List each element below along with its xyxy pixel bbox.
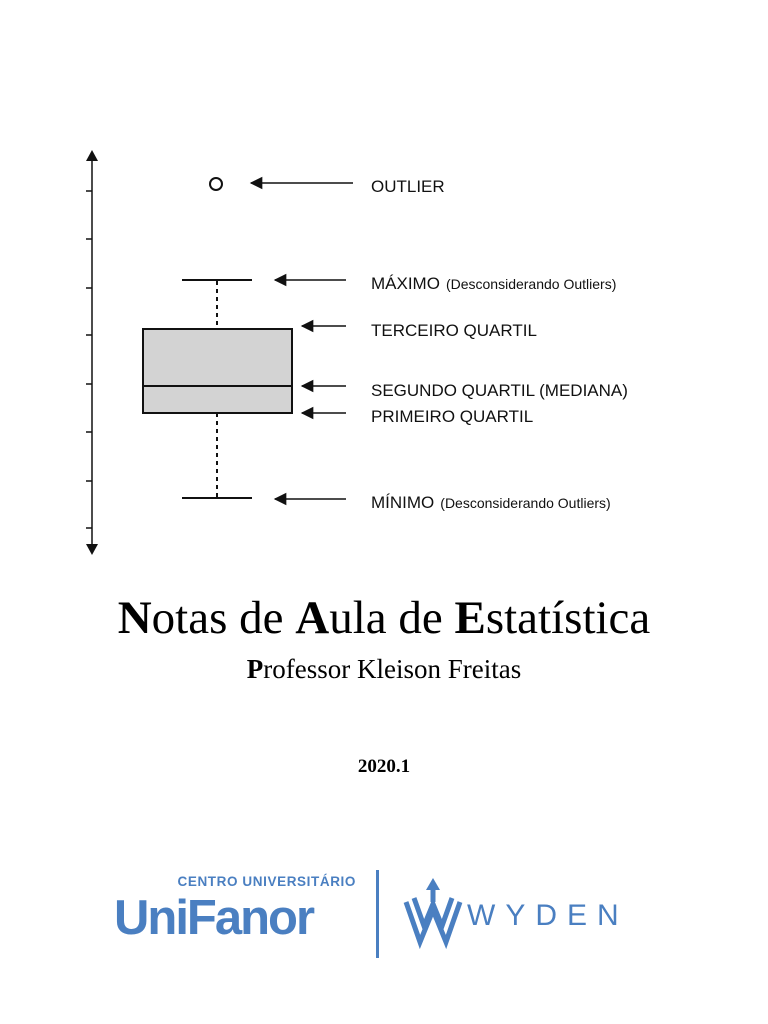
- label-primeiro-quartil: PRIMEIRO QUARTIL: [371, 407, 534, 426]
- author-line: [0, 651, 768, 687]
- label-terceiro-quartil: TERCEIRO QUARTIL: [371, 321, 537, 340]
- outlier-point: [210, 178, 222, 190]
- title-part-3: statística: [485, 592, 651, 644]
- semester-label: 2020.1: [357, 756, 411, 777]
- title-initial-a: A: [295, 592, 330, 644]
- label-outlier: OUTLIER: [371, 177, 445, 196]
- title-part-2: ula de: [329, 592, 455, 644]
- wyden-logo-text: WYDEN: [467, 899, 629, 932]
- label-segundo-quartil: SEGUNDO QUARTIL (MEDIANA): [371, 381, 628, 400]
- wyden-logo-icon: [402, 876, 464, 952]
- unifanor-logo-text: UniFanor: [114, 891, 314, 945]
- axis-ticks: [86, 191, 92, 528]
- institution-logos: [0, 860, 768, 970]
- axis-arrow-down-icon: [86, 544, 98, 555]
- label-maximo: MÁXIMO (Desconsiderando Outliers): [371, 274, 617, 293]
- title-part-1: otas de: [151, 592, 296, 644]
- title-initial-e: E: [454, 592, 486, 644]
- page-title: [0, 588, 768, 648]
- vertical-axis: [86, 150, 98, 555]
- logo-divider: [376, 870, 379, 958]
- interquartile-box: [143, 329, 292, 413]
- author-name: rofessor Kleison Freitas: [263, 654, 522, 684]
- label-minimo: MÍNIMO (Desconsiderando Outliers): [371, 493, 611, 512]
- title-initial-n: N: [117, 592, 152, 644]
- unifanor-tagline: CENTRO UNIVERSITÁRIO: [177, 874, 356, 889]
- author-initial-p: P: [246, 654, 264, 684]
- axis-arrow-up-icon: [86, 150, 98, 161]
